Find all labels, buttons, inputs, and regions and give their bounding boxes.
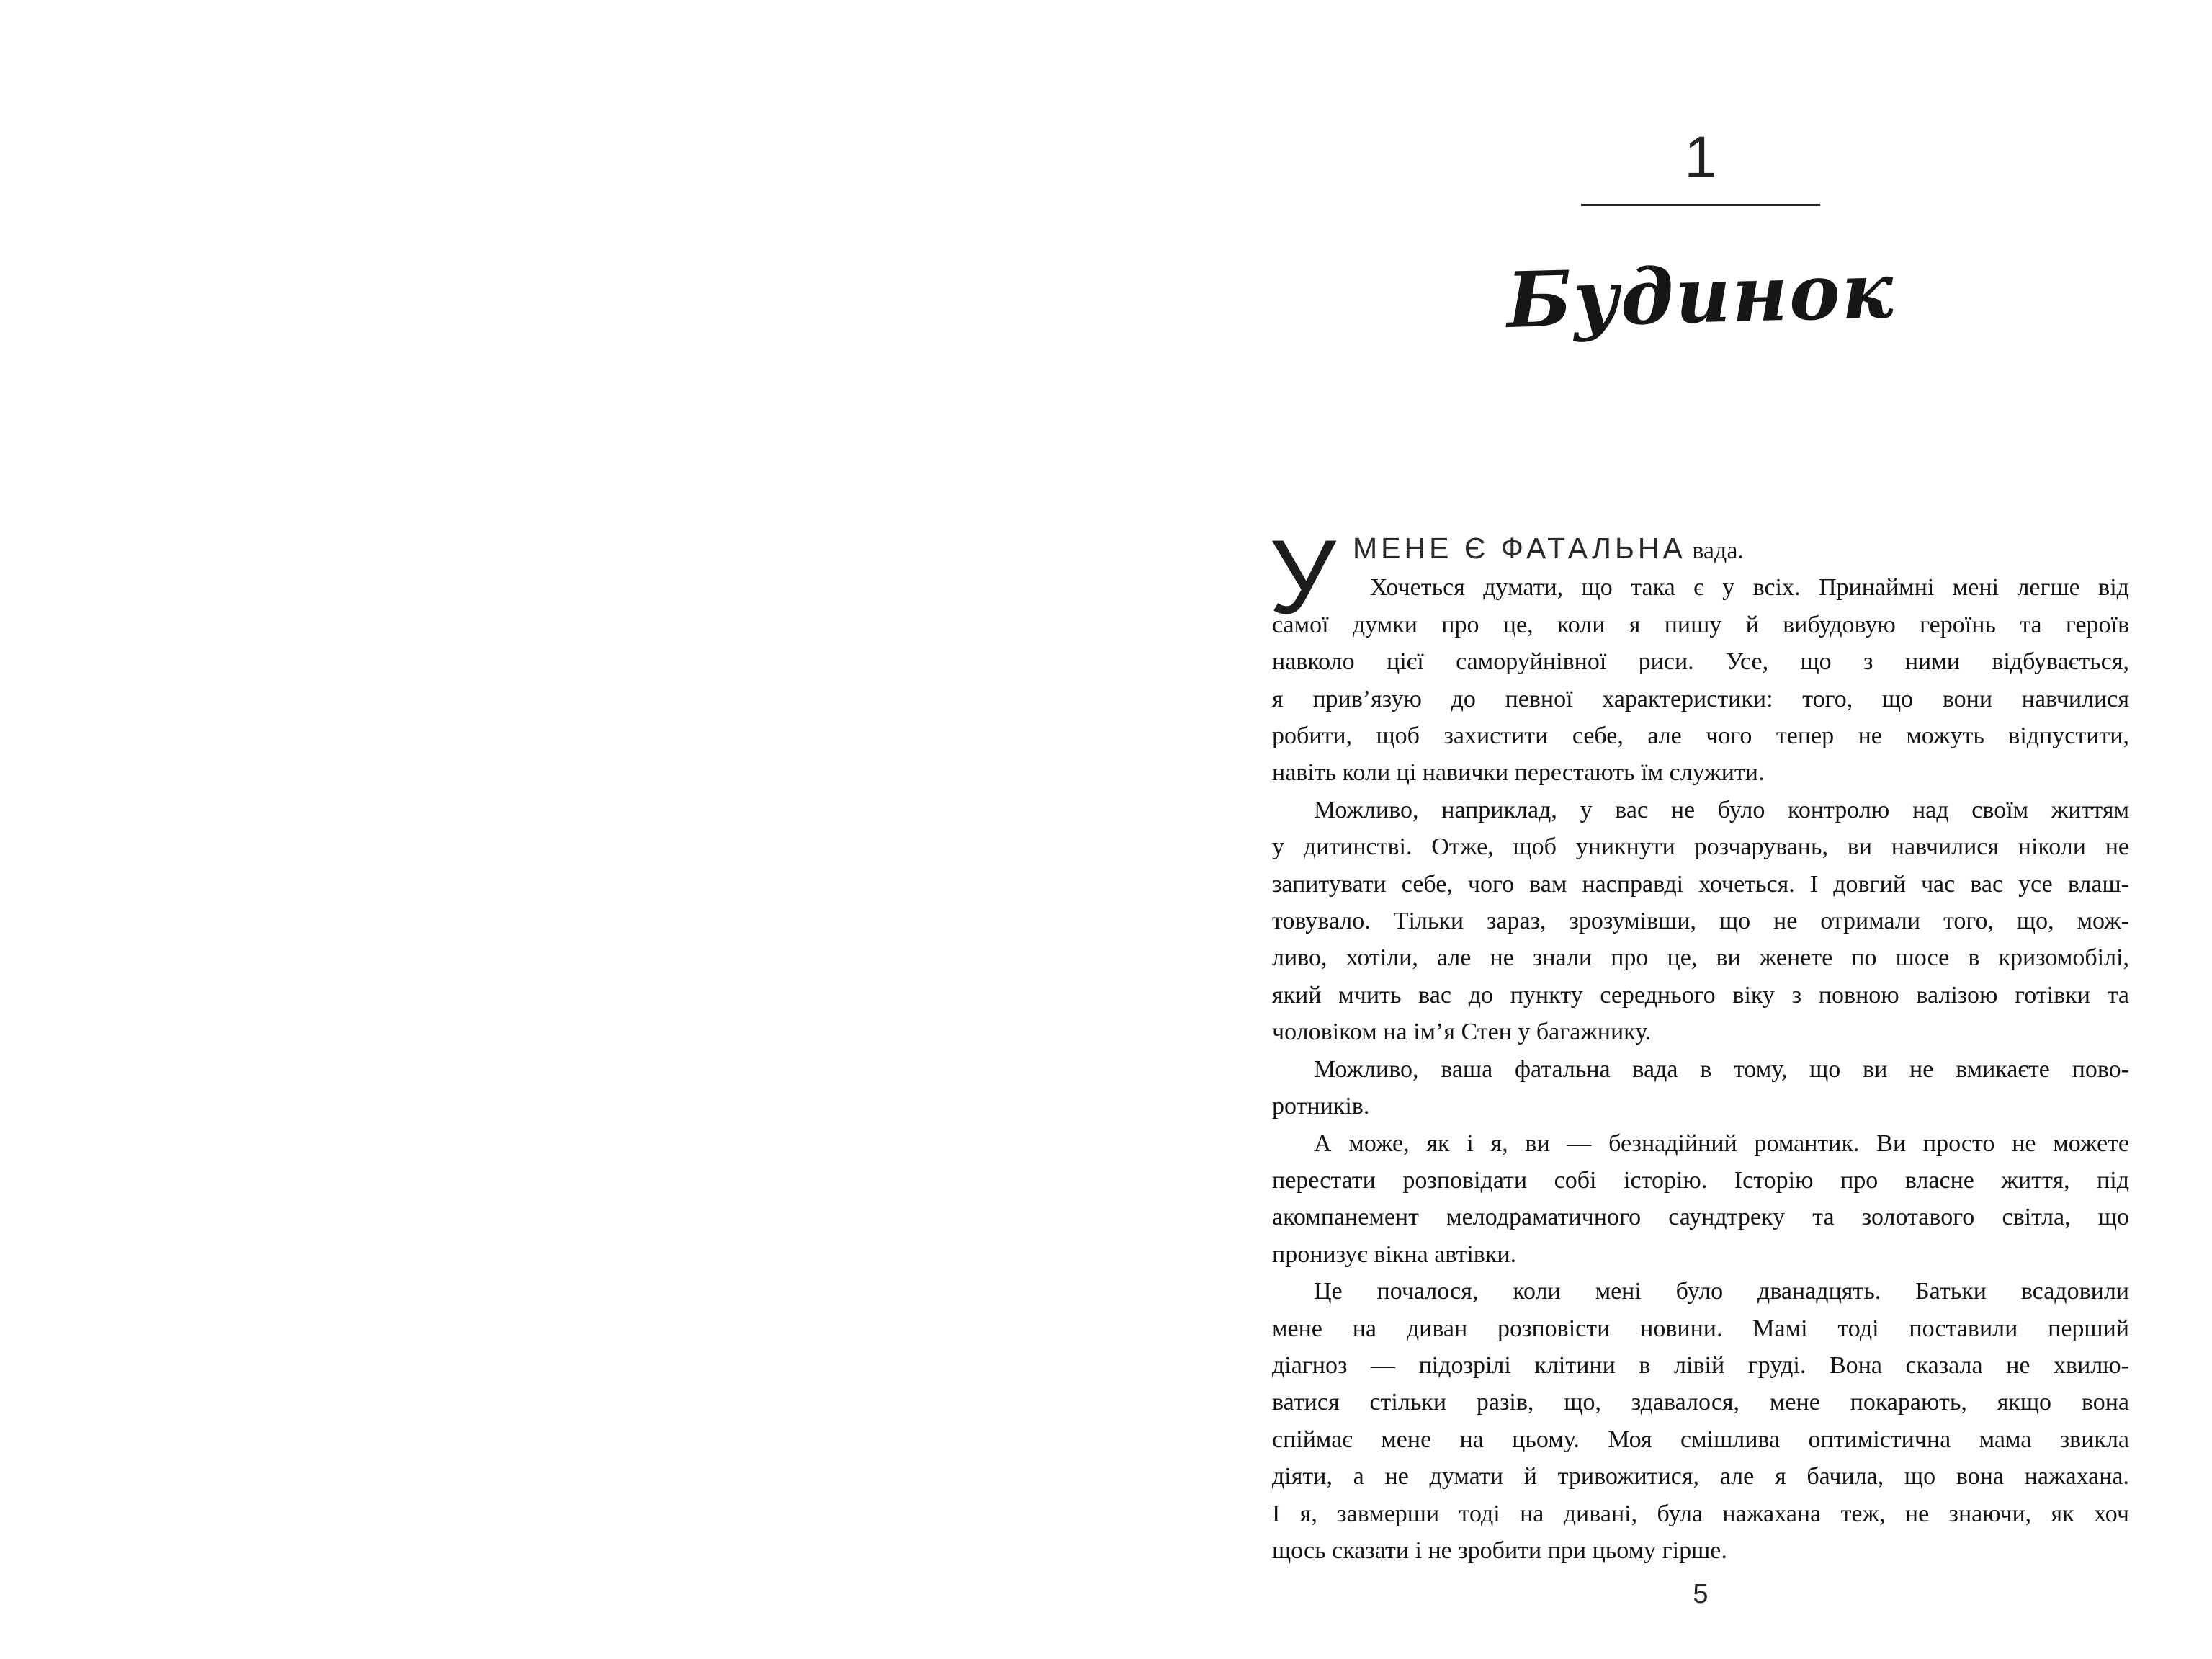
text-line: ливо, хотіли, але не знали про це, ви женете по шосе в кризомобілі, bbox=[1272, 944, 2129, 972]
chapter-title: Будинок bbox=[1505, 244, 1896, 346]
text-line: ватися стільки разів, що, здавалося, мене покарають, якщо вона bbox=[1272, 1389, 2129, 1416]
text-line: самої думки про це, коли я пишу й вибудовую героїнь та героїв bbox=[1272, 611, 2129, 638]
text-line: Це почалося, коли мені було дванадцять. Батьки всадовили bbox=[1314, 1278, 2129, 1305]
text-line: товувало. Тільки зараз, зрозумівши, що не отримали того, що, мож- bbox=[1272, 908, 2129, 935]
paragraph bbox=[1272, 1273, 2129, 1569]
page-number: 5 bbox=[1693, 1579, 1709, 1609]
text-line: навіть коли ці навички перестають їм служити. bbox=[1272, 759, 1765, 787]
text-line: робити, щоб захистити себе, але чого тепер не можуть відпустити, bbox=[1272, 723, 2129, 750]
opening-line bbox=[1353, 530, 2129, 569]
text-line: діагноз — підозрілі клітини в лівій груді. Вона сказала не хвилю- bbox=[1272, 1351, 2129, 1379]
text-line: Можливо, ваша фатальна вада в тому, що ви не вмикаєте пово- bbox=[1314, 1055, 2129, 1083]
paragraph bbox=[1272, 1125, 2129, 1274]
text-line: запитувати себе, чого вам насправді хочеться. І довгий час вас усе влаш- bbox=[1272, 870, 2129, 898]
text-line: я прив’язую до певної характеристики: того, що вони навчилися bbox=[1272, 685, 2129, 712]
text-line: ротників. bbox=[1272, 1093, 1370, 1120]
paragraph bbox=[1272, 1051, 2129, 1125]
chapter-divider-rule bbox=[1581, 204, 1820, 206]
text-line: навколо цієї саморуйнівної риси. Усе, що з ними відбувається, bbox=[1272, 648, 2129, 676]
opening-line-rest: вада. bbox=[1685, 537, 1744, 564]
chapter-number: 1 bbox=[1684, 125, 1717, 190]
text-line: спіймає мене на цьому. Моя смішлива оптимістична мама звикла bbox=[1272, 1426, 2129, 1453]
body-text bbox=[1269, 518, 2129, 1569]
text-line: щось сказати і не зробити при цьому гірше. bbox=[1272, 1537, 1727, 1564]
text-line: Хочеться думати, що така є у всіх. Принаймні мені легше від bbox=[1370, 574, 2129, 602]
text-line: який мчить вас до пункту середнього віку з повною валізою готівки та bbox=[1272, 981, 2129, 1009]
text-line: І я, завмерши тоді на дивані, була нажахана теж, не знаючи, як хоч bbox=[1272, 1500, 2129, 1527]
paragraph bbox=[1272, 792, 2129, 1051]
book-page-right bbox=[1269, 0, 2129, 1659]
text-line: А може, як і я, ви — безнадійний романтик. Ви просто не можете bbox=[1314, 1130, 2129, 1157]
text-line: діяти, а не думати й тривожитися, але я бачила, що вона нажахана. bbox=[1272, 1463, 2129, 1490]
text-line: у дитинстві. Отже, щоб уникнути розчарувань, ви навчилися ніколи не bbox=[1272, 833, 2129, 861]
text-line: Можливо, наприклад, у вас не було контролю над своїм життям bbox=[1314, 796, 2129, 823]
paragraph bbox=[1269, 518, 2129, 792]
text-line: мене на диван розповісти новини. Мамі тоді поставили перший bbox=[1272, 1315, 2129, 1342]
drop-cap: У bbox=[1269, 518, 1336, 635]
text-line: пронизує вікна автівки. bbox=[1272, 1240, 1517, 1268]
text-line: акомпанемент мелодраматичного саундтреку та золотавого світла, що bbox=[1272, 1204, 2129, 1231]
text-line: перестати розповідати собі історію. Історію про власне життя, під bbox=[1272, 1166, 2129, 1194]
text-line: чоловіком на ім’я Стен у багажнику. bbox=[1272, 1019, 1652, 1046]
opening-small-caps: МЕНЕ Є ФАТАЛЬНА bbox=[1353, 532, 1686, 565]
